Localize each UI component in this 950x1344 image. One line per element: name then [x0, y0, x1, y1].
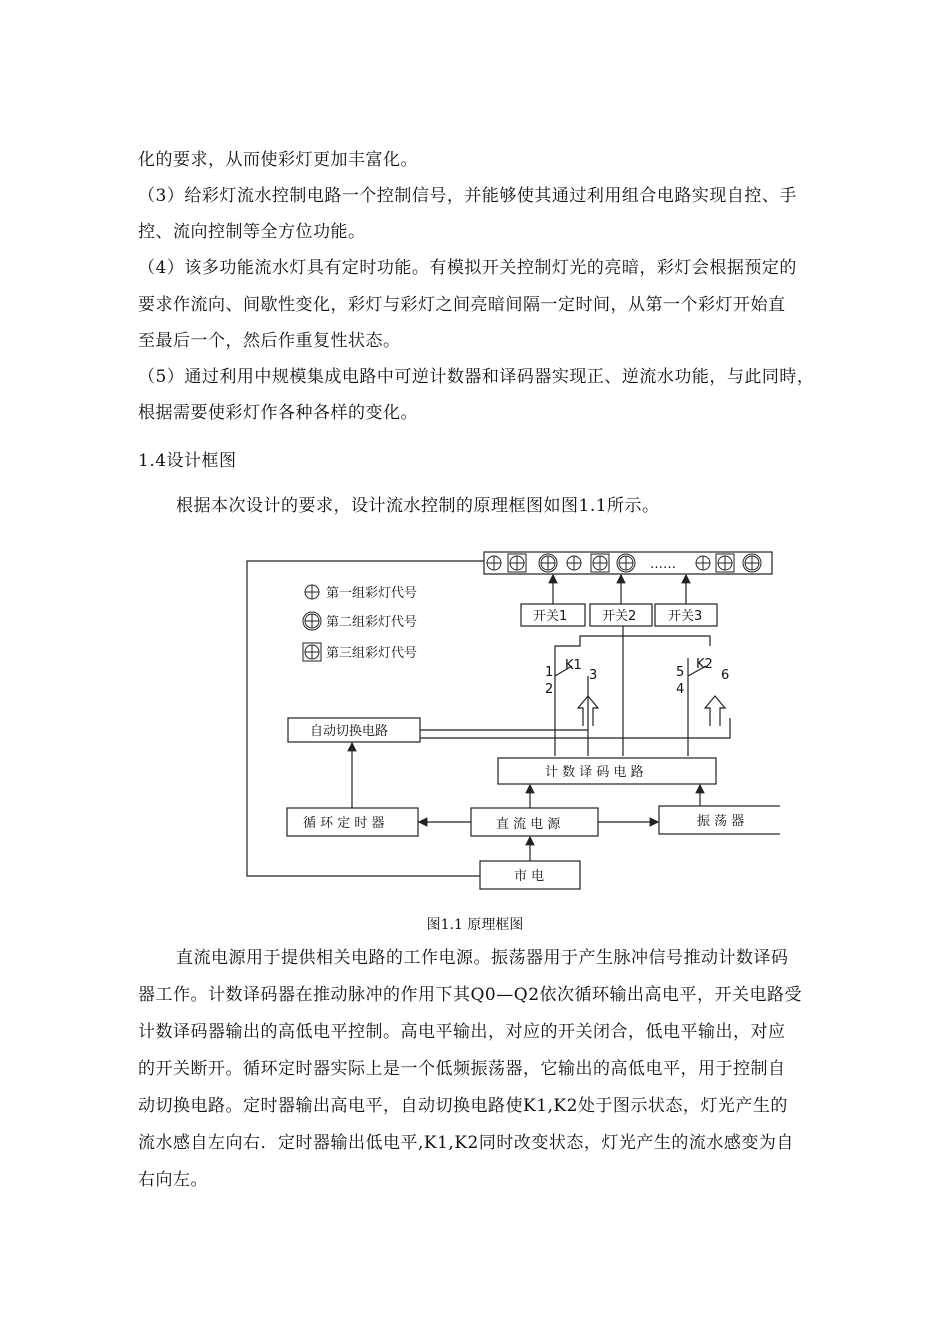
lamp-icon-row [303, 554, 761, 661]
counter-label: 计 数 译 码 电 路 [545, 765, 644, 780]
k2-label: K2 [696, 657, 713, 672]
osc-label: 振 荡 器 [697, 814, 745, 829]
pin5: 5 [676, 665, 685, 680]
line-p8: 根据需要使彩灯作各种各样的变化。 [138, 403, 418, 423]
legend-group2: 第二组彩灯代号 [326, 615, 418, 630]
dc-label: 直 流 电 源 [496, 817, 561, 832]
section-heading: 1.4设计框图 [138, 451, 237, 471]
line-b5: 动切换电路。定时器输出高电平，自动切换电路使K1,K2处于图示状态，灯光产生的 [138, 1096, 788, 1116]
figure-caption: 图1.1 原理框图 [426, 917, 524, 933]
mains-label: 市 电 [514, 869, 545, 884]
line-p7: （5）通过利用中规模集成电路中可逆计数器和译码器实现正、逆流水功能，与此同時， [138, 367, 815, 387]
switch2-label: 开关2 [602, 609, 637, 624]
k1-label: K1 [565, 658, 582, 673]
lamp-dots: …… [650, 557, 676, 572]
line-b2: 器工作。计数译码器在推动脉冲的作用下其Q0—Q2依次循环输出高电平，开关电路受 [138, 985, 803, 1005]
pin3: 3 [589, 668, 598, 683]
legend-group3: 第三组彩灯代号 [326, 646, 418, 661]
pin1: 1 [545, 665, 554, 680]
line-b3: 计数译码器输出的高低电平控制。高电平输出，对应的开关闭合，低电平输出，对应 [138, 1022, 786, 1042]
line-p1: 化的要求，从而使彩灯更加丰富化。 [138, 150, 418, 170]
line-b6: 流水感自左向右．定时器输出低电平,K1,K2同时改变状态，灯光产生的流水感变为自 [138, 1133, 794, 1153]
line-b4: 的开关断开。循环定时器实际上是一个低频振荡器，它输出的高低电平，用于控制自 [138, 1059, 786, 1079]
pin4: 4 [676, 682, 685, 697]
intro-line: 根据本次设计的要求，设计流水控制的原理框图如图1.1所示。 [176, 496, 660, 516]
auto-switch-label: 自动切换电路 [310, 724, 389, 739]
line-p2: （3）给彩灯流水控制电路一个控制信号，并能够使其通过利用组合电路实现自控、手 [138, 186, 797, 206]
legend-group1: 第一组彩灯代号 [326, 586, 418, 601]
line-p5: 要求作流向、间歇性变化，彩灯与彩灯之间亮暗间隔一定时间，从第一个彩灯开始直 [138, 295, 786, 315]
line-b1: 直流电源用于提供相关电路的工作电源。振荡器用于产生脉冲信号推动计数译码 [176, 948, 789, 968]
line-p6: 至最后一个，然后作重复性状态。 [138, 331, 401, 351]
line-p3: 控、流向控制等全方位功能。 [138, 222, 366, 242]
line-p4: （4）该多功能流水灯具有定时功能。有模拟开关控制灯光的亮暗，彩灯会根据预定的 [138, 258, 797, 278]
line-b7: 右向左。 [138, 1170, 208, 1190]
pin6: 6 [721, 668, 730, 683]
pin2: 2 [545, 682, 554, 697]
switch3-label: 开关3 [668, 609, 703, 624]
block-diagram [240, 546, 780, 896]
switch1-label: 开关1 [533, 609, 568, 624]
timer-label: 循 环 定 时 器 [303, 816, 385, 831]
